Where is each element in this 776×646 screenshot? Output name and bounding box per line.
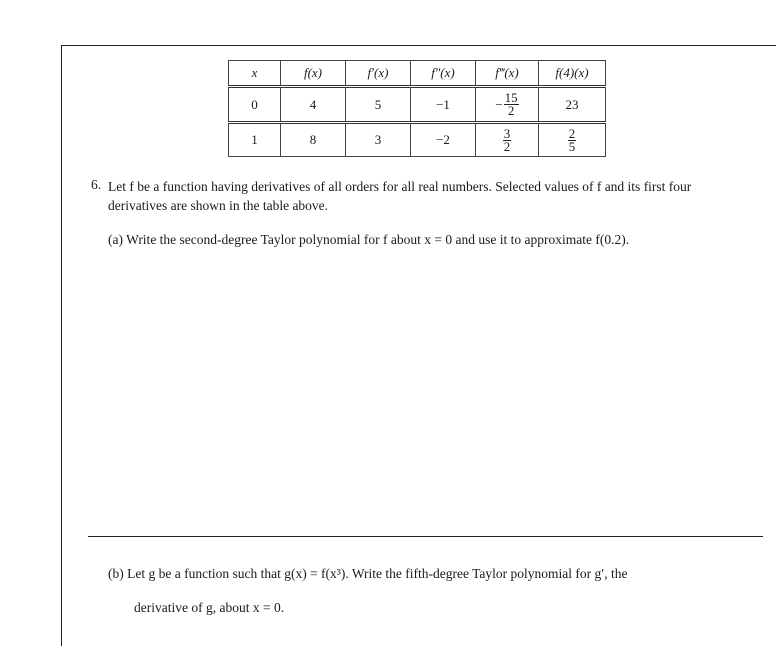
numerator: 3 <box>503 125 511 141</box>
question-stem-line-2: derivatives are shown in the table above. <box>108 198 329 213</box>
derivative-values-table <box>228 60 606 157</box>
denominator: 5 <box>568 138 576 154</box>
header-f2: f″(x) <box>411 61 476 87</box>
cell-f1: 3 <box>346 123 411 157</box>
cell-x: 0 <box>229 87 281 123</box>
answer-divider <box>88 536 763 537</box>
header-f3: f‴(x) <box>476 61 539 87</box>
cell-f3 <box>476 87 539 123</box>
table-row <box>229 87 606 123</box>
cell-f2: −1 <box>411 87 476 123</box>
table-header-row <box>229 61 606 87</box>
cell-f4: 23 <box>539 87 606 123</box>
cell-f3 <box>476 123 539 157</box>
cell-f2: −2 <box>411 123 476 157</box>
numerator: 15 <box>504 90 518 105</box>
question-number: 6. <box>91 177 102 192</box>
cell-f: 4 <box>281 87 346 123</box>
fraction <box>503 125 512 154</box>
header-f4: f(4)(x) <box>539 61 606 87</box>
negative-sign: − <box>495 96 503 112</box>
numerator: 2 <box>568 125 576 141</box>
cell-f4 <box>539 123 606 157</box>
denominator: 2 <box>503 138 511 154</box>
question-stem-line-1: Let f be a function having derivatives of all orders for all real numbers. Selected values of f and its first four <box>108 179 692 194</box>
cell-f1: 5 <box>346 87 411 123</box>
header-f: f(x) <box>281 61 346 87</box>
cell-f: 8 <box>281 123 346 157</box>
part-b-prompt-line-1: (b) Let g be a function such that g(x) = f(x³). Write the fifth-degree Taylor polynomial for g′, the <box>108 566 628 581</box>
part-b-prompt-line-2: derivative of g, about x = 0. <box>134 600 285 615</box>
denominator: 2 <box>507 103 515 118</box>
fraction <box>504 92 519 117</box>
cell-x: 1 <box>229 123 281 157</box>
header-f1: f′(x) <box>346 61 411 87</box>
fraction <box>568 125 577 154</box>
part-a-prompt: (a) Write the second-degree Taylor polynomial for f about x = 0 and use it to approximate f(0.2). <box>108 232 630 247</box>
table-row <box>229 123 606 157</box>
header-x: x <box>229 61 281 87</box>
